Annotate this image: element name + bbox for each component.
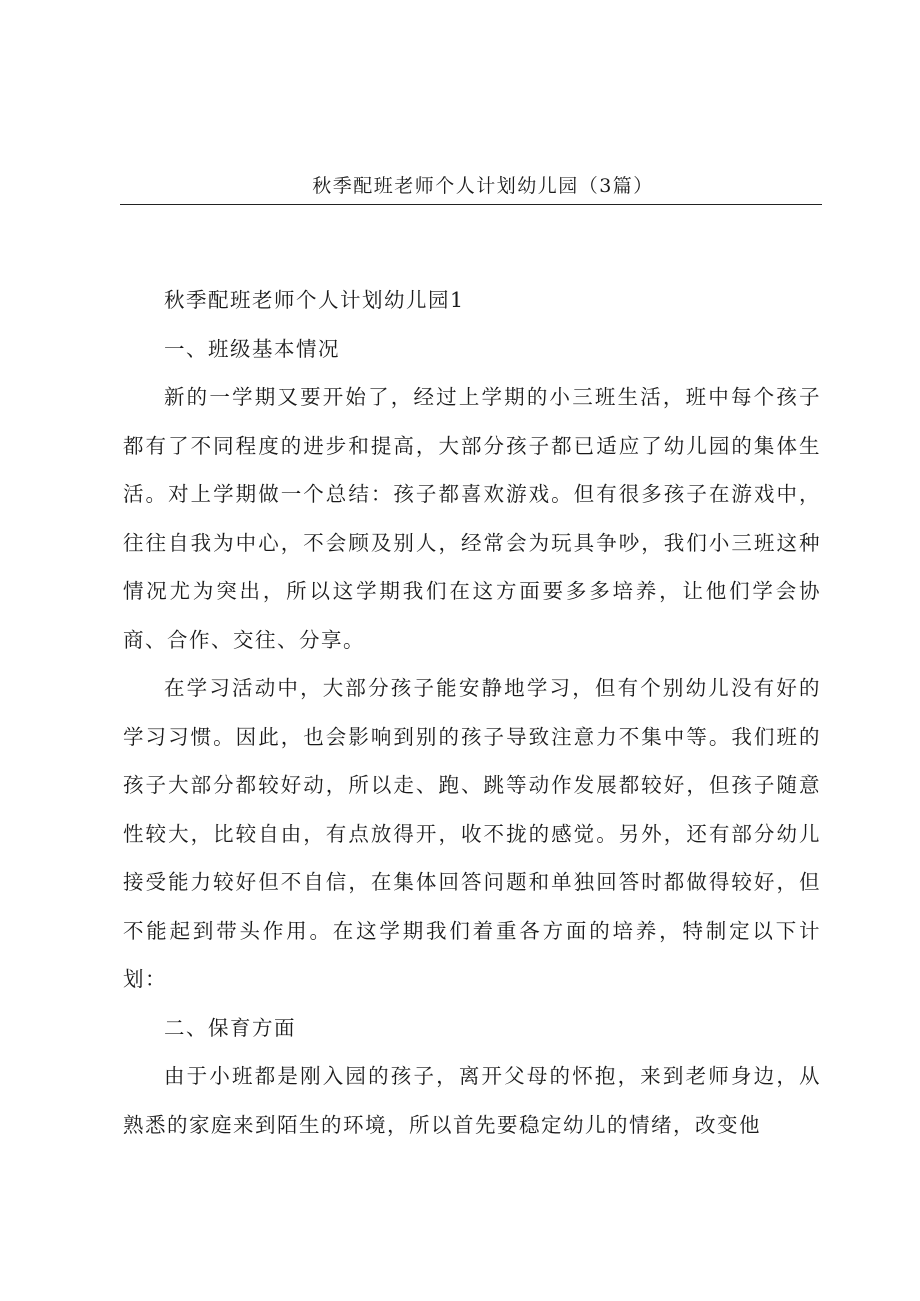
document-body: [123, 276, 821, 1149]
section-title: 秋季配班老师个人计划幼儿园1: [164, 288, 465, 312]
section-heading: 二、保育方面: [164, 1015, 296, 1040]
document-header: [120, 172, 822, 205]
body-paragraph: 在学习活动中，大部分孩子能安静地学习，但有个别幼儿没有好的学习习惯。因此，也会影响到别的孩子导致注意力不集中等。我们班的孩子大部分都较好动，所以走、跑、跳等动作发展都较好，但孩子随意性较大，比较自由，有点放得开，收不拢的感觉。另外，还有部分幼儿接受能力较好但不自信，在集体回答问题和单独回答时都做得较好，但不能起到带头作用。在这学期我们着重各方面的培养，特制定以下计划：: [123, 676, 821, 991]
body-paragraph: 新的一学期又要开始了，经过上学期的小三班生活，班中每个孩子都有了不同程度的进步和提高，大部分孩子都已适应了幼儿园的集体生活。对上学期做一个总结：孩子都喜欢游戏。但有很多孩子在游戏中，往往自我为中心，不会顾及别人，经常会为玩具争吵，我们小三班这种情况尤为突出，所以这学期我们在这方面要多多培养，让他们学会协商、合作、交往、分享。: [123, 385, 821, 652]
body-paragraph: 由于小班都是刚入园的孩子，离开父母的怀抱，来到老师身边，从熟悉的家庭来到陌生的环境，所以首先要稳定幼儿的情绪，改变他: [123, 1064, 821, 1137]
section-heading: 一、班级基本情况: [164, 336, 340, 361]
document-title: 秋季配班老师个人计划幼儿园（3篇）: [312, 175, 654, 197]
